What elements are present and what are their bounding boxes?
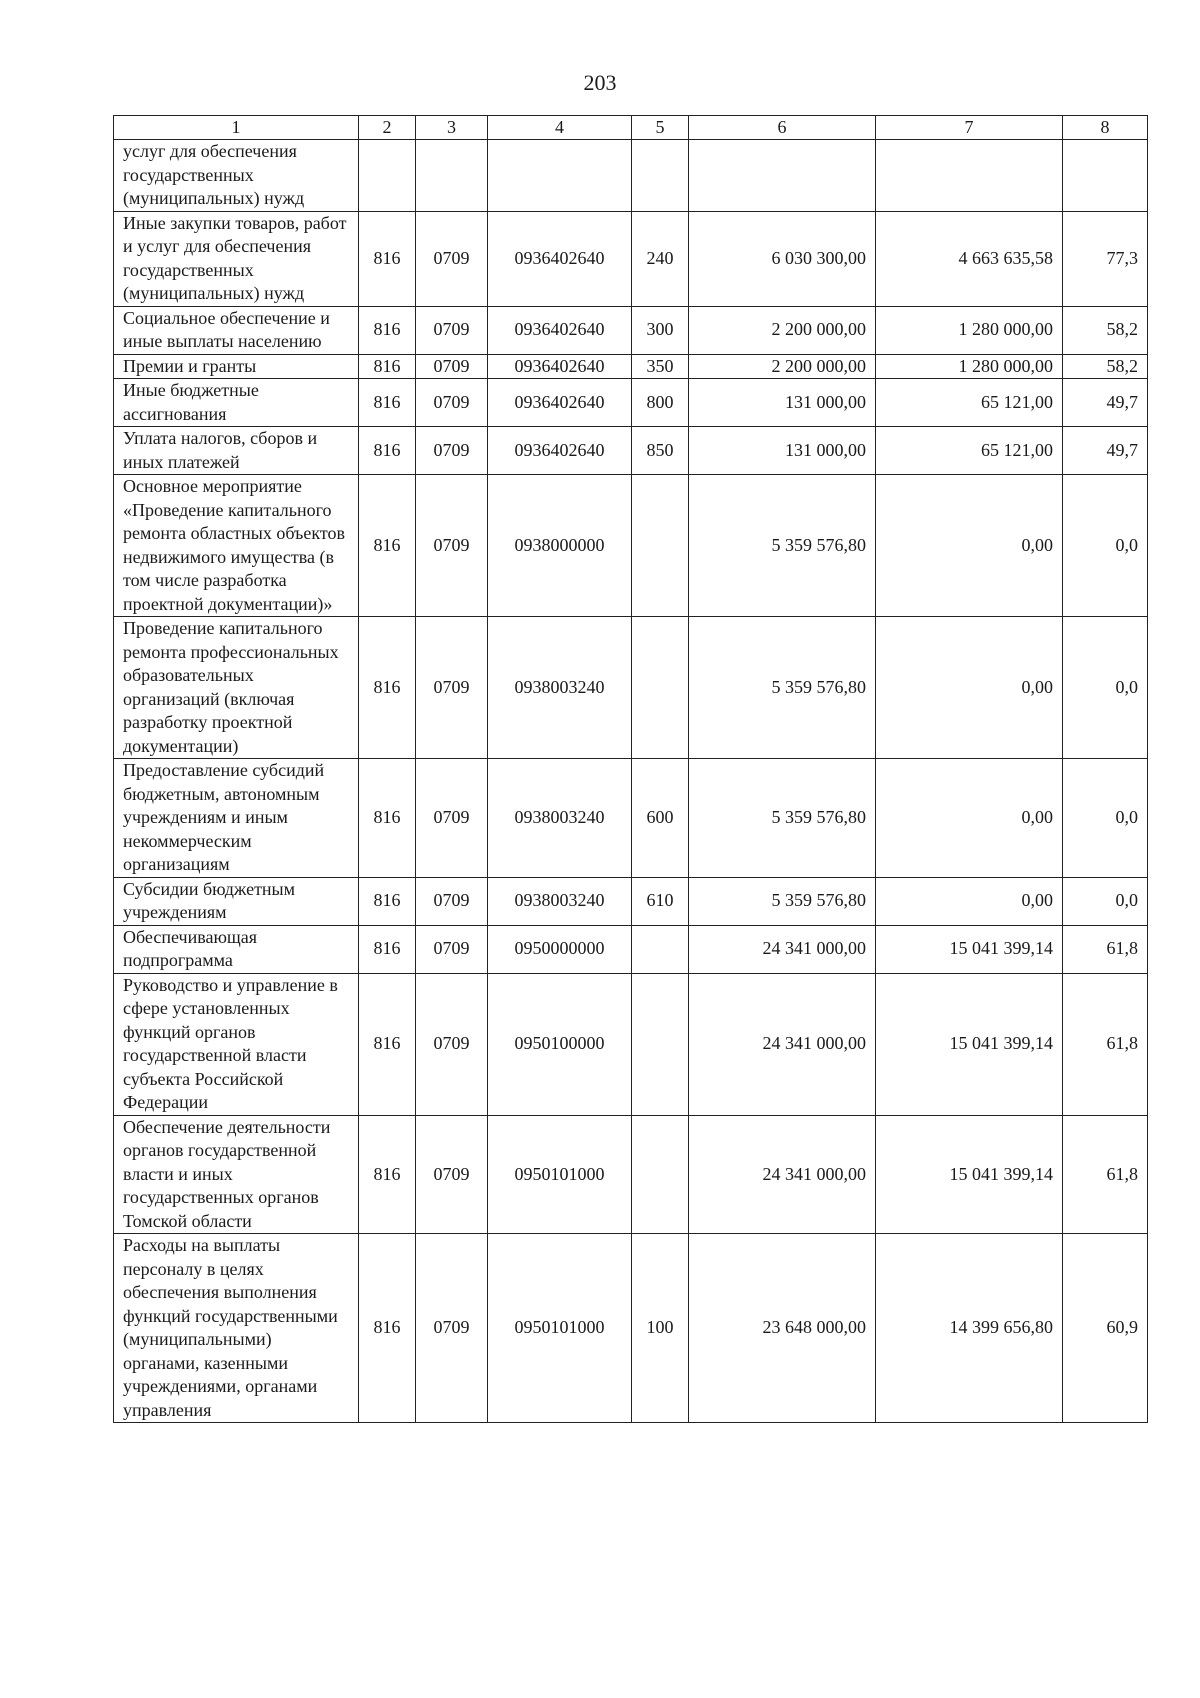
row-planned-amount: 5 359 576,80	[689, 617, 876, 759]
row-name: Уплата налогов, сборов и иных платежей	[114, 427, 359, 475]
column-header-4: 4	[488, 116, 632, 140]
row-expense-type	[632, 140, 689, 212]
row-percent: 0,0	[1063, 759, 1148, 878]
row-section-code: 0709	[416, 427, 488, 475]
row-ministry-code: 816	[359, 211, 416, 306]
row-actual-amount: 1 280 000,00	[876, 354, 1063, 379]
row-section-code: 0709	[416, 925, 488, 973]
row-ministry-code: 816	[359, 427, 416, 475]
row-name: Обеспечивающая подпрограмма	[114, 925, 359, 973]
row-expense-type	[632, 1115, 689, 1234]
row-ministry-code: 816	[359, 306, 416, 354]
row-actual-amount: 0,00	[876, 617, 1063, 759]
row-section-code	[416, 140, 488, 212]
row-actual-amount: 4 663 635,58	[876, 211, 1063, 306]
row-section-code: 0709	[416, 211, 488, 306]
row-section-code: 0709	[416, 617, 488, 759]
row-actual-amount: 65 121,00	[876, 427, 1063, 475]
row-planned-amount: 6 030 300,00	[689, 211, 876, 306]
column-header-7: 7	[876, 116, 1063, 140]
row-section-code: 0709	[416, 306, 488, 354]
row-actual-amount: 0,00	[876, 475, 1063, 617]
row-actual-amount: 15 041 399,14	[876, 1115, 1063, 1234]
row-expense-type: 300	[632, 306, 689, 354]
row-expense-type: 240	[632, 211, 689, 306]
row-target-code: 0950101000	[488, 1234, 632, 1423]
row-target-code: 0936402640	[488, 427, 632, 475]
table-row	[114, 475, 1148, 617]
table-header-row	[114, 116, 1148, 140]
row-target-code: 0938000000	[488, 475, 632, 617]
row-percent: 61,8	[1063, 925, 1148, 973]
row-percent: 61,8	[1063, 1115, 1148, 1234]
budget-table	[113, 115, 1148, 1423]
row-expense-type: 350	[632, 354, 689, 379]
row-name: Расходы на выплаты персоналу в целях обеспечения выполнения функций государственными (муниципальными) органами, казенными учреждениями, органами управления	[114, 1234, 359, 1423]
row-name: Проведение капитального ремонта профессиональных образовательных организаций (включая разработку проектной документации)	[114, 617, 359, 759]
row-percent: 60,9	[1063, 1234, 1148, 1423]
row-planned-amount: 24 341 000,00	[689, 925, 876, 973]
row-ministry-code: 816	[359, 475, 416, 617]
row-expense-type: 610	[632, 877, 689, 925]
row-percent: 0,0	[1063, 877, 1148, 925]
row-percent: 58,2	[1063, 306, 1148, 354]
column-header-6: 6	[689, 116, 876, 140]
row-target-code: 0950000000	[488, 925, 632, 973]
row-section-code: 0709	[416, 1115, 488, 1234]
row-ministry-code: 816	[359, 1234, 416, 1423]
row-section-code: 0709	[416, 973, 488, 1115]
row-ministry-code: 816	[359, 354, 416, 379]
row-expense-type: 600	[632, 759, 689, 878]
row-target-code: 0950100000	[488, 973, 632, 1115]
row-ministry-code: 816	[359, 877, 416, 925]
table-row	[114, 1234, 1148, 1423]
row-percent	[1063, 140, 1148, 212]
row-name: Субсидии бюджетным учреждениям	[114, 877, 359, 925]
row-planned-amount: 5 359 576,80	[689, 759, 876, 878]
table-row	[114, 759, 1148, 878]
row-section-code: 0709	[416, 379, 488, 427]
table-row	[114, 306, 1148, 354]
row-target-code: 0938003240	[488, 877, 632, 925]
row-target-code: 0936402640	[488, 211, 632, 306]
page-number: 203	[583, 70, 617, 95]
row-target-code: 0950101000	[488, 1115, 632, 1234]
table-row	[114, 1115, 1148, 1234]
row-ministry-code: 816	[359, 617, 416, 759]
row-ministry-code: 816	[359, 379, 416, 427]
row-percent: 0,0	[1063, 475, 1148, 617]
table-row	[114, 140, 1148, 212]
row-expense-type	[632, 973, 689, 1115]
row-target-code: 0938003240	[488, 617, 632, 759]
row-section-code: 0709	[416, 475, 488, 617]
column-header-2: 2	[359, 116, 416, 140]
row-expense-type: 800	[632, 379, 689, 427]
row-planned-amount: 131 000,00	[689, 379, 876, 427]
row-name: Основное мероприятие «Проведение капитального ремонта областных объектов недвижимого имущества (в том числе разработка проектной документации)»	[114, 475, 359, 617]
table-row	[114, 925, 1148, 973]
table-row	[114, 877, 1148, 925]
row-planned-amount: 24 341 000,00	[689, 973, 876, 1115]
row-percent: 49,7	[1063, 427, 1148, 475]
row-target-code: 0936402640	[488, 379, 632, 427]
row-section-code: 0709	[416, 759, 488, 878]
row-ministry-code: 816	[359, 1115, 416, 1234]
row-expense-type: 100	[632, 1234, 689, 1423]
table-row	[114, 617, 1148, 759]
row-name: Иные закупки товаров, работ и услуг для обеспечения государственных (муниципальных) нужд	[114, 211, 359, 306]
row-planned-amount: 2 200 000,00	[689, 306, 876, 354]
row-section-code: 0709	[416, 877, 488, 925]
row-name: Руководство и управление в сфере установленных функций органов государственной власти субъекта Российской Федерации	[114, 973, 359, 1115]
row-actual-amount	[876, 140, 1063, 212]
row-name: услуг для обеспечения государственных (муниципальных) нужд	[114, 140, 359, 212]
row-section-code: 0709	[416, 1234, 488, 1423]
row-expense-type: 850	[632, 427, 689, 475]
row-expense-type	[632, 475, 689, 617]
table-row	[114, 354, 1148, 379]
row-ministry-code: 816	[359, 973, 416, 1115]
row-actual-amount: 65 121,00	[876, 379, 1063, 427]
row-target-code: 0936402640	[488, 306, 632, 354]
row-name: Обеспечение деятельности органов государственной власти и иных государственных органов Томской области	[114, 1115, 359, 1234]
table-row	[114, 211, 1148, 306]
row-actual-amount: 0,00	[876, 759, 1063, 878]
row-name: Иные бюджетные ассигнования	[114, 379, 359, 427]
row-planned-amount: 5 359 576,80	[689, 475, 876, 617]
row-planned-amount: 2 200 000,00	[689, 354, 876, 379]
column-header-3: 3	[416, 116, 488, 140]
row-expense-type	[632, 925, 689, 973]
row-planned-amount	[689, 140, 876, 212]
row-planned-amount: 23 648 000,00	[689, 1234, 876, 1423]
row-actual-amount: 15 041 399,14	[876, 925, 1063, 973]
row-actual-amount: 14 399 656,80	[876, 1234, 1063, 1423]
row-actual-amount: 0,00	[876, 877, 1063, 925]
row-name: Предоставление субсидий бюджетным, автономным учреждениям и иным некоммерческим организациям	[114, 759, 359, 878]
row-actual-amount: 15 041 399,14	[876, 973, 1063, 1115]
row-actual-amount: 1 280 000,00	[876, 306, 1063, 354]
column-header-8: 8	[1063, 116, 1148, 140]
column-header-1: 1	[114, 116, 359, 140]
row-target-code	[488, 140, 632, 212]
row-planned-amount: 131 000,00	[689, 427, 876, 475]
row-ministry-code: 816	[359, 925, 416, 973]
row-name: Премии и гранты	[114, 354, 359, 379]
row-percent: 49,7	[1063, 379, 1148, 427]
row-section-code: 0709	[416, 354, 488, 379]
row-ministry-code: 816	[359, 759, 416, 878]
row-name: Социальное обеспечение и иные выплаты населению	[114, 306, 359, 354]
row-target-code: 0938003240	[488, 759, 632, 878]
row-expense-type	[632, 617, 689, 759]
row-planned-amount: 24 341 000,00	[689, 1115, 876, 1234]
row-percent: 0,0	[1063, 617, 1148, 759]
row-planned-amount: 5 359 576,80	[689, 877, 876, 925]
row-ministry-code	[359, 140, 416, 212]
row-percent: 61,8	[1063, 973, 1148, 1115]
table-row	[114, 973, 1148, 1115]
row-percent: 58,2	[1063, 354, 1148, 379]
table-row	[114, 379, 1148, 427]
column-header-5: 5	[632, 116, 689, 140]
table-row	[114, 427, 1148, 475]
row-percent: 77,3	[1063, 211, 1148, 306]
row-target-code: 0936402640	[488, 354, 632, 379]
